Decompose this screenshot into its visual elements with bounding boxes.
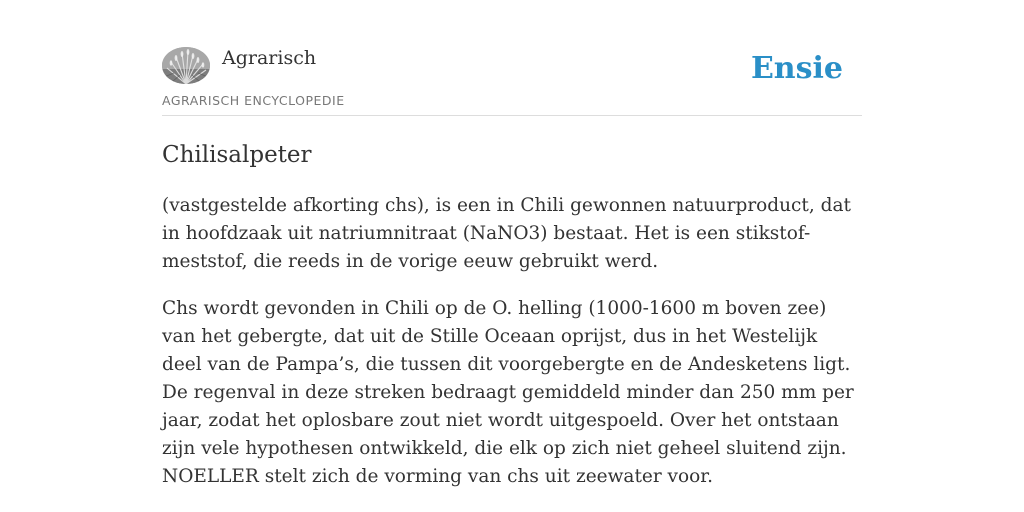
source-name[interactable]: Agrarisch xyxy=(222,47,317,69)
brand-logo[interactable]: Ensie xyxy=(750,51,843,86)
source-subtitle[interactable]: AGRARISCH ENCYCLOPEDIE xyxy=(162,93,345,108)
wheat-field-avatar-icon[interactable] xyxy=(162,47,210,84)
page xyxy=(162,0,862,487)
header xyxy=(162,0,862,116)
article-paragraph: (vastgestelde afkorting chs), is een in Chili gewonnen natuurproduct, dat in hoofdzaak uit natriumnitraat (NaNO3) bestaat. Het is een stikstof-meststof, die reeds in de vorige eeuw gebruikt werd. xyxy=(162,195,851,272)
article-title: Chilisalpeter xyxy=(162,142,312,168)
article-body xyxy=(162,192,862,510)
article-paragraph: Chs wordt gevonden in Chili op de O. helling (1000-1600 m boven zee) van het gebergte, dat uit de Stille Oceaan oprijst, dus in het Westelijk deel van de Pampa’s, die tussen dit voorgebergte en de Andesketens ligt. De regenval in deze streken bedraagt gemiddeld minder dan 250 mm per jaar, zodat het oplosbare zout niet wordt uitgespoeld. Over het ontstaan zijn vele hypothesen ontwikkeld, die elk op zich niet geheel sluitend zijn. NOELLER stelt zich de vorming van chs uit zeewater voor. xyxy=(162,298,854,487)
